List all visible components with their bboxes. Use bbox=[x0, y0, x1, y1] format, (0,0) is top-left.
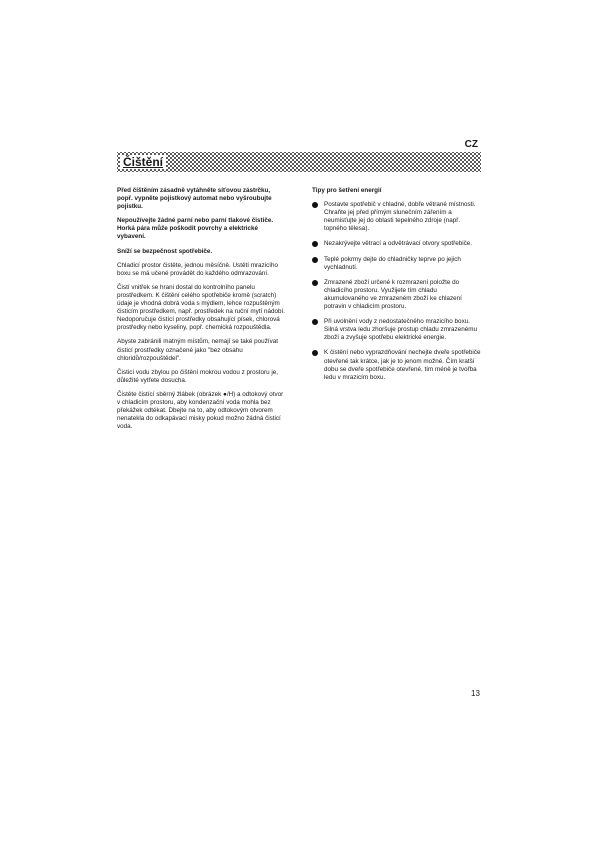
page-number: 13 bbox=[471, 689, 480, 698]
tip-item bbox=[312, 256, 482, 272]
bullet-icon bbox=[312, 202, 318, 208]
tip-text: Postavte spotřebič v chladné, dobře větrané místnosti. Chraňte jej před přímým slunečním zářením a neumisťujte jej do oblasti tepelného zdroje (např. topného tělesa). bbox=[324, 201, 476, 233]
tip-text: Zmrazené zboží určené k rozmrazení položte do chladicího prostoru. Využijete tím chladu akumulovaného ve zmrazeném zboží ke chlazení potravin v chladicím prostoru. bbox=[324, 278, 462, 311]
warning-unplug: Před čištěním zásadně vytáhněte síťovou zástrčku, popř. vypněte pojistkový automat nebo vyšroubujte pojistku. bbox=[117, 187, 272, 211]
tip-text: Teplé pokrmy dejte do chladničky teprve po jejich vychladnutí. bbox=[324, 255, 461, 271]
tip-item bbox=[312, 279, 482, 311]
tip-item bbox=[312, 201, 482, 233]
section-banner bbox=[117, 152, 481, 172]
energy-tips-heading: Tipy pro šetření energií bbox=[312, 187, 382, 194]
bullet-icon bbox=[312, 319, 318, 325]
right-column bbox=[312, 187, 482, 389]
tip-item bbox=[312, 349, 482, 381]
tip-text: Nezakrývejte větrací a odvětrávací otvory spotřebiče. bbox=[324, 240, 473, 248]
tip-text: Při uvolnění vody z nedostatečného mrazicího boxu. Silná vrstva ledu zhoršuje prostup chladu zmrazenému zboží a zvyšuje spotřebu elektrické energie. bbox=[324, 318, 477, 342]
bullet-icon bbox=[312, 257, 318, 263]
left-column bbox=[117, 187, 287, 437]
cleaning-paragraph-5: Čistěte čistící sběrný žlábek (obrázek ●/H) a odtokový otvor v chladicím prostoru, aby kondenzační voda mohla bez překážek odtékat. Dbejte na to, aby odtokovým otvorem nenatekla do odkapávací misky pokud možno žádná čisticí voda. bbox=[117, 390, 284, 431]
language-code: CZ bbox=[464, 139, 478, 150]
bullet-icon bbox=[312, 280, 318, 286]
tip-item bbox=[312, 240, 482, 248]
cleaning-paragraph-2: Čistí vnitřek se hrani dostal do kontrolního panelu prostředkem. K čištění celého spotřebiče kromě (scratch) údaje je vhodná dobrá voda s mýdlem, lehce rozpuštěným čisticím prostředkem, např. prostředek na ruční mytí nádobí. Nedoporučuje čistící prostředky obsahující písek, chlorová prostředky nebo kyseliny, popř. chemická rozpouštědla. bbox=[117, 283, 285, 332]
section-title: Čištění bbox=[120, 155, 166, 169]
cleaning-paragraph-1: Chladicí prostor čistěte, jednou měsíčně. Ustětí mrazicího boxu se má učené provádět do každého odmrazování. bbox=[117, 261, 278, 277]
tip-item bbox=[312, 318, 482, 342]
bullet-icon bbox=[312, 241, 318, 247]
energy-tips-list bbox=[312, 201, 482, 382]
tip-text: K čistění nebo vyprazdňování nechejte dveře spotřebiče otevřené tak krátce, jak je to jenom možné. Čím kratší dobu se dveře spotřebiče otevřené, tím méně je tvořba ledu v mrazicím boxu. bbox=[324, 349, 481, 381]
warning-steam: Nepoužívejte žádné parní nebo parní tlakové čističe. Horká pára může poškodit povrchy a elektrické vybavení. bbox=[117, 217, 274, 241]
cleaning-paragraph-4: Čisticí vodu zbylou po čištění mokrou vodou z prostoru je, důležité vytřete dosucha. bbox=[117, 368, 278, 384]
bullet-icon bbox=[312, 350, 318, 356]
cleaning-paragraph-3: Abyste zabránili matným místům, nemají se také používat čisticí prostředky označené jako "bez obsahu chloridů/rozpouštědel". bbox=[117, 338, 278, 362]
warning-safety: Sníží se bezpečnost spotřebiče. bbox=[117, 247, 213, 255]
